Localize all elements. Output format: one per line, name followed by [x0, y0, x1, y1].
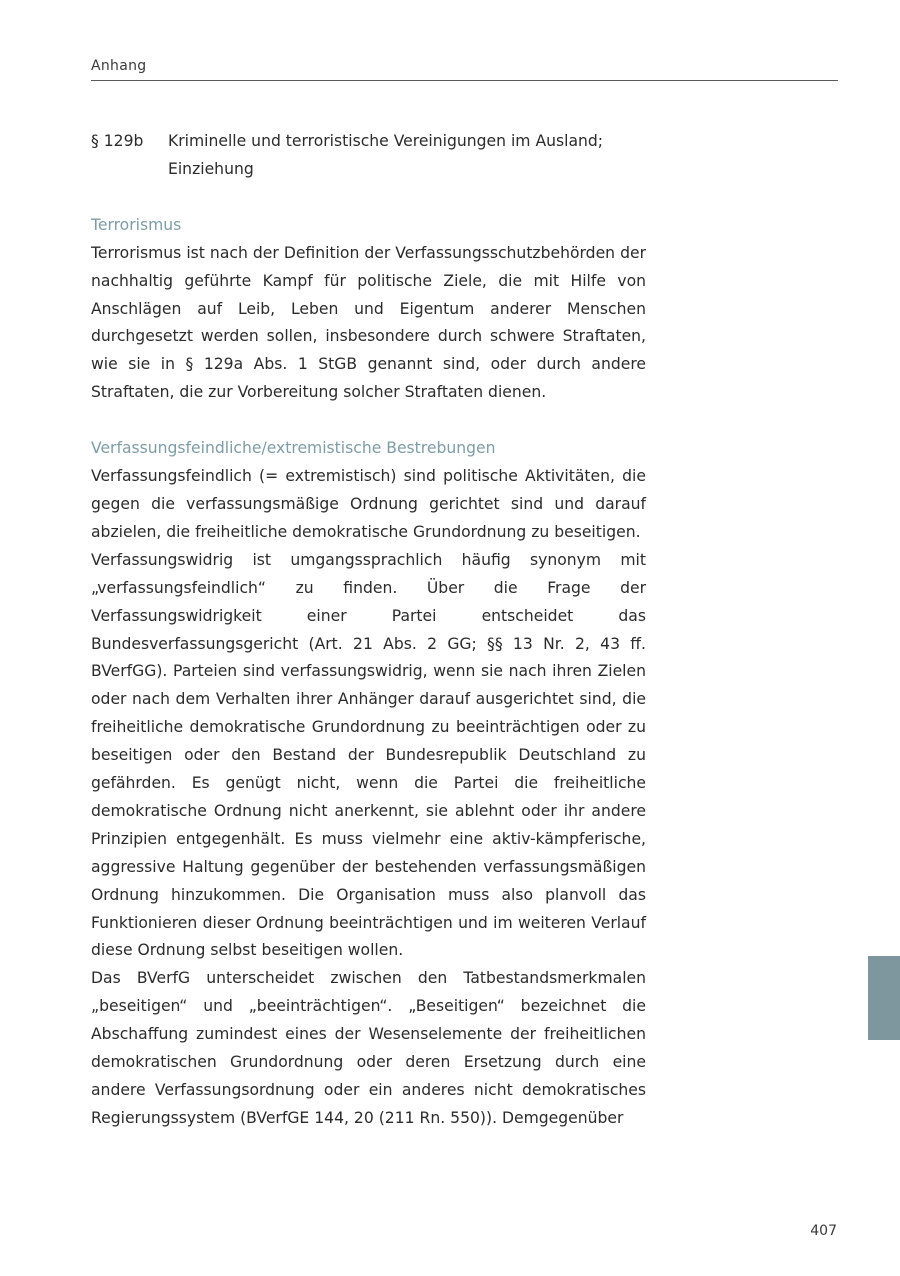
main-column: [91, 128, 646, 1133]
section-spacer: [91, 407, 646, 435]
chapter-thumb-tab: [868, 956, 900, 1040]
body-paragraph: Das BVerfG unterscheidet zwischen den Tatbestandsmerkmalen „beseitigen“ und „beeinträchtigen“. „Beseitigen“ bezeichnet die Abschaffung zumindest eines der Wesenselemente der freiheitlichen demokratischen Grundordnung oder deren Ersetzung durch eine andere Verfassungsordnung oder ein anderes nicht demokratisches Regierungssystem (BVerfGE 144, 20 (211 Rn. 550)). Demgegenüber: [91, 969, 646, 1127]
body-paragraph: Verfassungswidrig ist umgangssprachlich häufig synonym mit „verfassungsfeindlich“ zu finden. Über die Frage der Verfassungswidrigkeit einer Partei entscheidet das Bundesverfassungsgericht (Art. 21 Abs. 2 GG; §§ 13 Nr. 2, 43 ff. BVerfGG). Parteien sind verfassungswidrig, wenn sie nach ihren Zielen oder nach dem Verhalten ihrer Anhänger darauf ausgerichtet sind, die freiheitliche demokratische Grundordnung zu beeinträchtigen oder zu beseitigen oder den Bestand der Bundesrepublik Deutschland zu gefährden. Es genügt nicht, wenn die Partei die freiheitliche demokratische Ordnung nicht anerkennt, sie ablehnt oder ihr andere Prinzipien entgegenhält. Es muss vielmehr eine aktiv-kämpferische, aggressive Haltung gegenüber der bestehenden verfassungsmäßigen Ordnung hinzukommen. Die Organisation muss also planvoll das Funktionieren dieser Ordnung beeinträchtigen und im weiteren Verlauf diese Ordnung selbst beseitigen wollen.: [91, 550, 646, 960]
page-number: 407: [810, 1223, 837, 1239]
body-paragraph: Verfassungsfeindlich (= extremistisch) sind politische Aktivitäten, die gegen die verfassungsmäßige Ordnung gerichtet sind und darauf abzielen, die freiheitliche demokratische Grundordnung zu beseitigen.: [91, 467, 646, 541]
paragraph-title: Kriminelle und terroristische Vereinigungen im Ausland; Einziehung: [168, 132, 604, 178]
paragraph-number: § 129b: [91, 132, 144, 150]
paragraph-entry: [91, 128, 646, 184]
section-heading-terrorismus: Terrorismus: [91, 215, 182, 234]
section-heading-verfassungsfeindlich: Verfassungsfeindliche/extremistische Bestrebungen: [91, 439, 496, 458]
body-paragraph: Terrorismus ist nach der Definition der Verfassungsschutzbehörden der nachhaltig geführte Kampf für politische Ziele, die mit Hilfe von Anschlägen auf Leib, Leben und Eigentum anderer Menschen durchgesetzt werden sollen, insbesondere durch schwere Straftaten, wie sie in § 129a Abs. 1 StGB genannt sind, oder durch andere Straftaten, die zur Vorbereitung solcher Straftaten dienen.: [91, 243, 646, 402]
header-rule: [91, 80, 838, 81]
running-head-title: Anhang: [91, 58, 147, 74]
